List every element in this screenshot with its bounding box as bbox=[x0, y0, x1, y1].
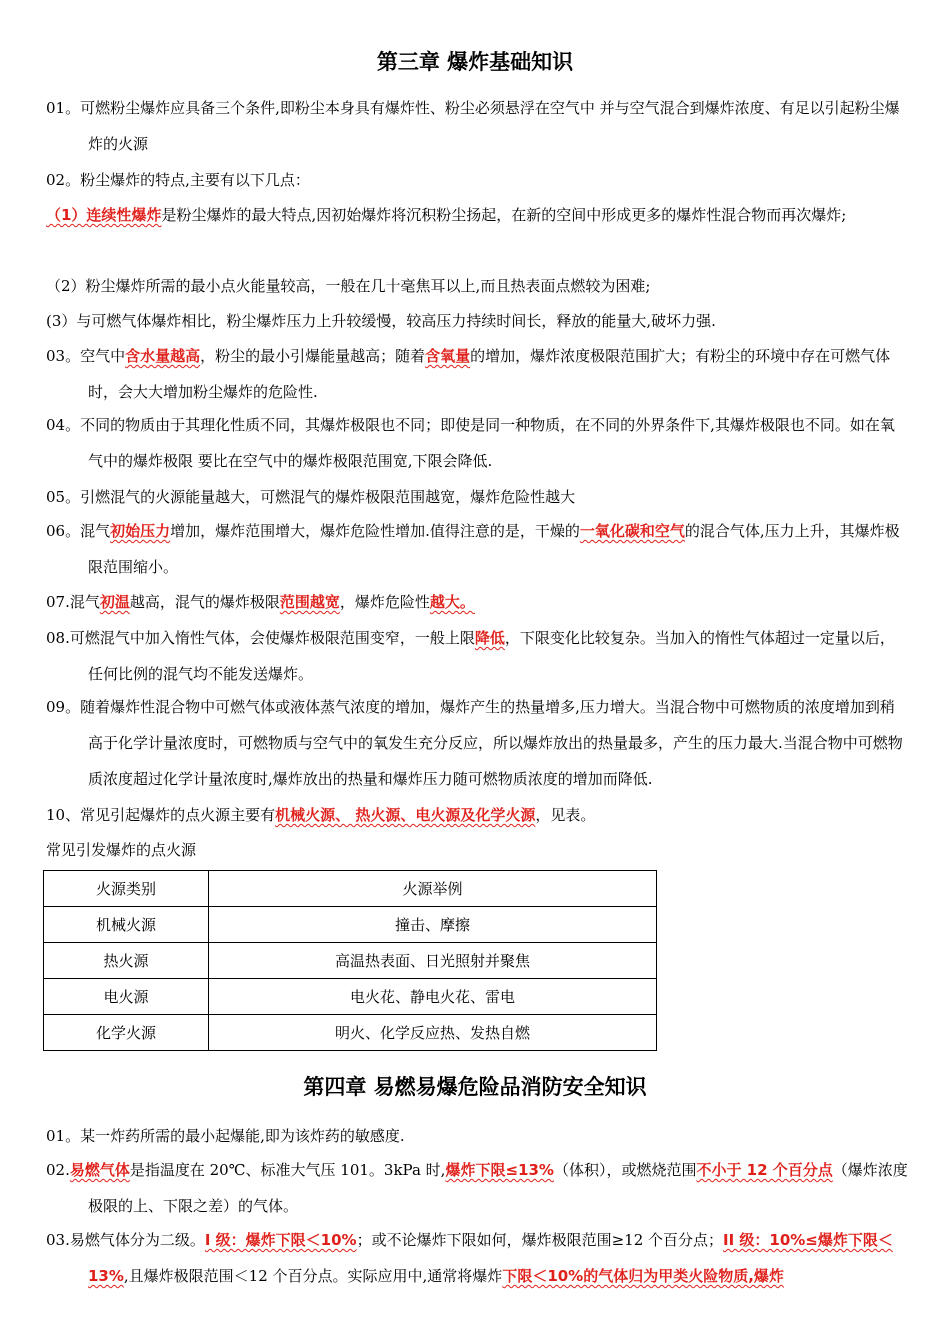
ch4-paragraph-02-text-a: 02. bbox=[46, 1161, 70, 1179]
initial-pressure-highlight: 初始压力 bbox=[110, 522, 171, 540]
table-cell: 电火花、静电火花、雷电 bbox=[209, 979, 657, 1015]
lower-limit-13-highlight: 爆炸下限≤13% bbox=[445, 1161, 554, 1179]
paragraph-07-text-c: 越高，混气的爆炸极限 bbox=[129, 593, 280, 611]
paragraph-07 bbox=[46, 584, 908, 620]
table-header-cell: 火源类别 bbox=[44, 871, 209, 907]
paragraph-06 bbox=[46, 513, 908, 585]
paragraph-09-text: 09。随着爆炸性混合物中可燃气体或液体蒸气浓度的增加，爆炸产生的热量增多,压力增大。当混合物中可燃物质的浓度增加到稍高于化学计量浓度时，可燃物质与空气中的氧发生充分反应，所以爆炸放出的热量最多，产生的压力最大.当混合物中可燃物质浓度超过化学计量浓度时,爆炸放出的热量和爆炸压力随可燃物质浓度的增加而降低. bbox=[46, 698, 903, 788]
table-header-row bbox=[44, 871, 657, 907]
paragraph-08-text-a: 08.可燃混气中加入惰性气体，会使爆炸极限范围变窄，一般上限 bbox=[46, 629, 475, 647]
paragraph-06-text-e: 的混合气体,压力上升，其爆炸极限范围缩小。 bbox=[88, 522, 900, 576]
chapter3-title: 第三章 爆炸基础知识 bbox=[376, 50, 574, 74]
paragraph-01-text: 01。可燃粉尘爆炸应具备三个条件,即粉尘本身具有爆炸性、粉尘必须悬浮在空气中 并与空气混合到爆炸浓度、有足以引起粉尘爆炸的火源 bbox=[46, 99, 900, 153]
paragraph-08-text-c: ，下限变化比较复杂。当加入的惰性气体超过一定量以后，任何比例的混气均不能发送爆炸。 bbox=[88, 629, 895, 683]
paragraph-03-text-a: 03。空气中 bbox=[46, 347, 126, 365]
paragraph-07-text-a: 07.混气 bbox=[46, 593, 100, 611]
range-wider-highlight: 范围越宽 bbox=[279, 593, 340, 611]
table-cell: 热火源 bbox=[44, 943, 209, 979]
table-row bbox=[44, 943, 657, 979]
paragraph-06-text-c: 增加，爆炸范围增大，爆炸危险性增加.值得注意的是，干燥的 bbox=[170, 522, 580, 540]
paragraph-10-text-a: 10、常见引起爆炸的点火源主要有 bbox=[46, 806, 276, 824]
paragraph-02 bbox=[46, 162, 908, 198]
paragraph-03 bbox=[46, 338, 908, 410]
paragraph-02-item-3-text: (3）与可燃气体爆炸相比，粉尘爆炸压力上升较缓慢，较高压力持续时间长，释放的能量大,破坏力强. bbox=[46, 312, 716, 330]
table-row bbox=[44, 907, 657, 943]
paragraph-08 bbox=[46, 620, 908, 692]
paragraph-10-text-c: ，见表。 bbox=[535, 806, 596, 824]
ch4-paragraph-03-text-g: ,爆炸 bbox=[748, 1267, 784, 1285]
ch4-paragraph-01 bbox=[46, 1118, 908, 1154]
ch4-paragraph-02-text-g: （爆炸浓度极限的上、下限之差）的气体。 bbox=[88, 1161, 908, 1215]
paragraph-04-text: 04。不同的物质由于其理化性质不同，其爆炸极限也不同；即使是同一种物质，在不同的外界条件下,其爆炸极限也不同。如在氧气中的爆炸极限 要比在空气中的爆炸极限范围宽,下限会降低. bbox=[46, 416, 895, 470]
upper-limit-lower-highlight: 降低 bbox=[474, 629, 505, 647]
ch4-paragraph-03 bbox=[46, 1222, 908, 1294]
table-cell: 化学火源 bbox=[44, 1015, 209, 1051]
ch4-paragraph-03-text-e: ,且爆炸极限范围＜12 个百分点。实际应用中,通常将爆炸 bbox=[123, 1267, 503, 1285]
paragraph-02-item-1-text: 是粉尘爆炸的最大特点,因初始爆炸将沉积粉尘扬起，在新的空间中形成更多的爆炸性混合物而再次爆炸; bbox=[161, 206, 847, 224]
water-content-highlight: 含水量越高 bbox=[125, 347, 201, 365]
paragraph-10 bbox=[46, 797, 908, 833]
paragraph-02-item-3 bbox=[46, 303, 908, 339]
continuous-explosion-highlight: （1）连续性爆炸 bbox=[46, 206, 162, 224]
table-cell: 机械火源 bbox=[44, 907, 209, 943]
class-one-highlight: I 级：爆炸下限＜10% bbox=[204, 1231, 357, 1249]
paragraph-05 bbox=[46, 479, 908, 515]
ignition-source-table bbox=[43, 870, 657, 1051]
paragraph-03-text-e: 的增加，爆炸浓度极限范围扩大；有粉尘的环境中存在可燃气体时，会大大增加粉尘爆炸的危险性. bbox=[88, 347, 891, 401]
initial-temperature-highlight: 初温 bbox=[99, 593, 130, 611]
table-cell: 明火、化学反应热、发热自燃 bbox=[209, 1015, 657, 1051]
paragraph-02-item-1 bbox=[46, 197, 908, 233]
class-a-fire-risk-highlight: 下限＜10%的气体归为甲类火险物质 bbox=[502, 1267, 749, 1285]
ch4-paragraph-02 bbox=[46, 1152, 908, 1224]
table-row bbox=[44, 979, 657, 1015]
paragraph-02-text: 02。粉尘爆炸的特点,主要有以下几点： bbox=[46, 171, 310, 189]
paragraph-01 bbox=[46, 90, 908, 162]
table-caption: 常见引发爆炸的点火源 bbox=[46, 841, 197, 859]
paragraph-06-text-a: 06。混气 bbox=[46, 522, 111, 540]
paragraph-05-text: 05。引燃混气的火源能量越大，可燃混气的爆炸极限范围越宽，爆炸危险性越大 bbox=[46, 488, 576, 506]
ch4-paragraph-03-text-c: ；或不论爆炸下限如何，爆炸极限范围≥12 个百分点； bbox=[356, 1231, 724, 1249]
oxygen-content-highlight: 含氧量 bbox=[425, 347, 471, 365]
table-header-cell: 火源举例 bbox=[209, 871, 657, 907]
paragraph-04 bbox=[46, 407, 908, 479]
chapter4-title: 第四章 易燃易爆危险品消防安全知识 bbox=[303, 1075, 647, 1099]
ch4-paragraph-03-text-a: 03.易燃气体分为二级。 bbox=[46, 1231, 205, 1249]
carbon-monoxide-air-highlight: 一氧化碳和空气 bbox=[579, 522, 685, 540]
table-cell: 电火源 bbox=[44, 979, 209, 1015]
table-row bbox=[44, 1015, 657, 1051]
paragraph-02-item-2 bbox=[46, 268, 908, 304]
table-cell: 高温热表面、日光照射并聚焦 bbox=[209, 943, 657, 979]
flammable-gas-highlight: 易燃气体 bbox=[69, 1161, 130, 1179]
paragraph-09 bbox=[46, 689, 908, 797]
paragraph-07-text-e: ，爆炸危险性 bbox=[339, 593, 430, 611]
ch4-paragraph-02-text-c: 是指温度在 20℃、标准大气压 101。3kPa 时, bbox=[129, 1161, 446, 1179]
ignition-sources-highlight: 机械火源、 热火源、电火源及化学火源 bbox=[275, 806, 536, 824]
class-two-highlight: II 级：10%≤爆炸下限＜13% bbox=[88, 1231, 893, 1285]
paragraph-02-item-2-text: （2）粉尘爆炸所需的最小点火能量较高，一般在几十毫焦耳以上,而且热表面点燃较为困难; bbox=[46, 277, 651, 295]
greater-danger-highlight: 越大。 bbox=[429, 593, 475, 611]
range-12-points-highlight: 不小于 12 个百分点 bbox=[696, 1161, 833, 1179]
table-cell: 撞击、摩擦 bbox=[209, 907, 657, 943]
ch4-paragraph-01-text: 01。某一炸药所需的最小起爆能,即为该炸药的敏感度. bbox=[46, 1127, 405, 1145]
ch4-paragraph-02-text-e: （体积），或燃烧范围 bbox=[553, 1161, 697, 1179]
paragraph-03-text-c: ，粉尘的最小引爆能量越高；随着 bbox=[200, 347, 426, 365]
